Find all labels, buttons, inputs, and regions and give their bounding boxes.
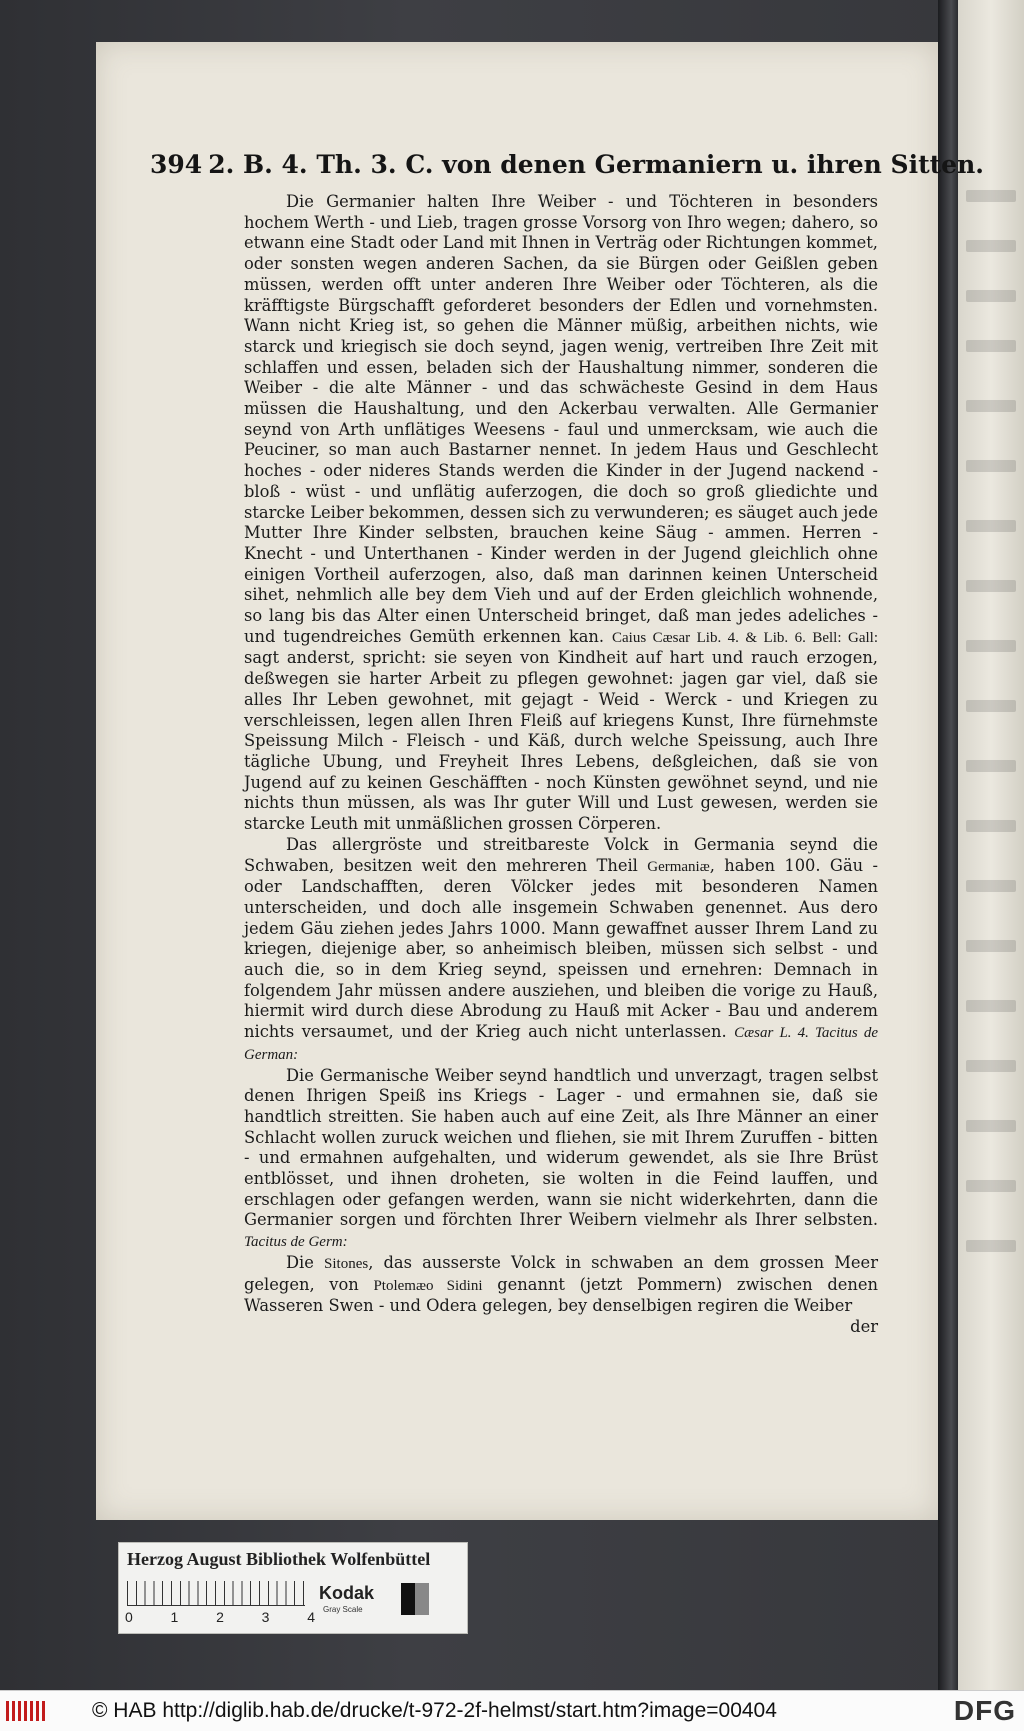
dfg-logo: DFG <box>953 1695 1016 1726</box>
running-head <box>150 150 984 179</box>
latin-reference: Ptolemæo Sidini <box>373 1277 483 1294</box>
source-url[interactable]: © HAB http://diglib.hab.de/drucke/t-972-2f-helmst/start.htm?image=00404 <box>92 1699 777 1722</box>
viewer-footer <box>0 1690 1024 1731</box>
next-page-edge <box>958 0 1024 1690</box>
latin-reference: Germaniæ <box>647 858 710 875</box>
paragraph-2: Das allergröste und streitbareste Volck in Germania seynd die Schwaben, besitzen weit den mehreren Theil Germaniæ, haben 100. Gäu - oder Landschafften, deren Völcker jedes mit besonderen Namen unterscheiden, und doch alle insgemein Schwaben genennet. Aus dero jedem Gäu ziehen jedes Jahrs 1000. Mann gewaffnet ausser Ihrem Land zu kriegen, diejenige aber, so anheimisch bleiben, müssen sich selbst - und auch die, so in dem Krieg seynd, speissen und ernehren: Demnach in folgendem Jahr müssen andere ausziehen, und bleiben die vorige zu Hauß, hiermit wird durch diese Abrodung zu Hauß mit Acker - Bau und anderem nichts versaumet, und der Krieg auch nicht unterlassen. Cæsar L. 4. Tacitus de German: <box>244 834 878 1063</box>
hab-logo-icon <box>6 1701 46 1721</box>
book-gutter <box>938 0 960 1690</box>
page-number: 394 <box>150 150 203 179</box>
latin-reference: Caius Cæsar Lib. 4. & Lib. 6. Bell: Gall: <box>611 629 878 646</box>
running-title: 2. B. 4. Th. 3. C. von denen Germaniern u. ihren Sitten. <box>208 150 984 179</box>
gray-scale-label: Gray Scale <box>323 1605 363 1614</box>
latin-reference: Sitones <box>324 1255 369 1272</box>
page-body <box>244 192 878 1338</box>
ruler-numbers: 0 1 2 3 4 <box>125 1609 315 1625</box>
paragraph-4: Die Sitones, das ausserste Volck in schwaben an dem grossen Meer gelegen, von Ptolemæo Sidini genannt (jetzt Pommern) zwischen denen Wasseren Swen - und Odera gelegen, bey denselbigen regiren die Weiber <box>244 1252 878 1316</box>
paragraph-3: Die Germanische Weiber seynd handtlich und unverzagt, tragen selbst denen Ihrigen Speiß ins Kriegs - Lager - und ermahnen sie, daß sie handtlich streitten. Sie haben auch auf eine Zeit, als Ihre Männer an einer Schlacht wollen zuruck weichen und fliehen, sie mit Ihrem Zuruffen - bitten - und ermahnen aufgehalten, und widerum gewendet, als sie Ihre Brüst entblösset, und ihnen droheten, sie wolten in die Feind lauffen, und erschlagen oder gefangen werden, wann sie nicht widerkehrten, dann die Germanier sorgen und förchten Ihrer Weibern vielmehr als Ihrer selbsten. Tacitus de Germ: <box>244 1065 878 1251</box>
scale-ruler <box>127 1581 305 1606</box>
latin-reference: Tacitus de Germ: <box>244 1234 348 1251</box>
gray-patch <box>401 1583 429 1615</box>
catchword: der <box>850 1316 878 1336</box>
kodak-logo: Kodak <box>319 1583 375 1603</box>
library-name: Herzog August Bibliothek Wolfenbüttel <box>127 1549 431 1569</box>
latin-reference: Cæsar L. 4. Tacitus de German: <box>244 1025 878 1063</box>
color-reference-card <box>118 1542 468 1634</box>
paragraph-1: Die Germanier halten Ihre Weiber - und Töchteren in besonders hochem Werth - und Lieb, tragen grosse Vorsorg von Ihro wegen; dahero, so etwann eine Stadt oder Land mit Ihnen in Verträg oder Richtungen kommet, oder sonsten wegen anderen Sachen, da sie Bürgen oder Geißlen geben müssen, werden offt unter anderen Ihre Weiber oder Töchteren, als die kräfftigste Bürgschafft geforderet besonders der Edlen und vornehmsten. Wann nicht Krieg ist, so gehen die Männer müßig, arbeithen nichts, wie starck und kriegisch sie doch seynd, jagen wenig, vertreiben Ihre Zeit mit schlaffen und essen, beladen sich der Haushaltung nimmer, sonderen die Weiber - die alte Männer - und das schwächeste Gesind in dem Haus müssen die Haushaltung, und den Ackerbau verwalten. Alle Germanier seynd von Arth unflätiges Weesens - faul und unmercksam, wie auch die Peuciner, so man auch Bastarner nennet. In jedem Haus und Geschlecht hoches - oder nideres Stands werden die Kinder in der Jugend nackend - bloß - wüst - und unflätig auferzogen, die doch so groß gliedichte und starcke Leiber bekommen, dessen sich zu verwunderen; es säuget auch jede Mutter Ihre Kinder selbsten, brauchen keine Säug - ammen. Herren - Knecht - und Unterthanen - Kinder werden in der Jugend gleichlich ohne einigen Vortheil auferzogen, also, daß man darinnen keinen Unterscheid sihet, nehmlich alle bey dem Vieh und auf der Erden gleichlich wohnende, so lang bis das Alter einen Unterscheid bringet, daß man jedes adeliches - und tugendreiches Gemüth erkennen kan. Caius Cæsar Lib. 4. & Lib. 6. Bell: Gall: sagt anderst, spricht: sie seyen von Kindheit auf hart und rauch erzogen, deßwegen sie harter Arbeit zu pflegen gewohnet: jagen gar viel, daß sie alles Ihr Leben gewohnet, mit gejagt - Weid - Werck - und Kriegen zu verschleissen, legen allen Ihren Fleiß auf kriegens Kunst, Ihre fürnehmste Speissung Milch - Fleisch - und Käß, durch welche Speissung, auch Ihre tägliche Ubung, und Freyheit Ihres Lebens, deßgleichen, daß sie von Jugend auf zu keinen Geschäfften - noch Künsten gewöhnet seynd, und nie nichts thun müssen, als was Ihr guter Will und Lust gewesen, werden sie starcke Leuth mit unmäßlichen grossen Cörperen. <box>244 192 878 834</box>
